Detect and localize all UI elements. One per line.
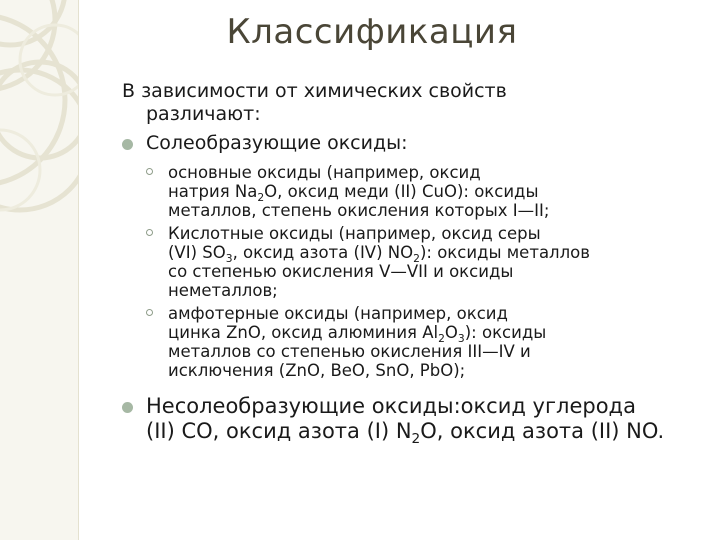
subscript: 2 (411, 430, 421, 447)
sub-list (146, 163, 712, 380)
bullet-icon (122, 139, 133, 150)
decorative-side-panel (0, 0, 79, 540)
intro-line-1: В зависимости от химических свойств (122, 80, 507, 102)
sub-item-basic-oxides (146, 163, 712, 220)
slide-title: Классификация (226, 12, 518, 52)
intro-text (122, 80, 712, 126)
subscript: 3 (225, 251, 233, 265)
list-item-text: (II) CO, оксид азота (I) N (146, 419, 412, 443)
sub-item-amphoteric-oxides (146, 304, 712, 380)
circle-bullet-icon (146, 229, 153, 236)
list-item-label: Солеобразующие оксиды: (146, 132, 408, 154)
sub-item-text: цинка ZnO, оксид алюминия Al (168, 323, 439, 342)
bullet-icon (122, 402, 133, 413)
slide-body (122, 80, 712, 447)
intro-line-2: различают: (146, 103, 261, 125)
sub-item-line: неметаллов; (168, 281, 278, 300)
list-item-line: Несолеобразующие оксиды:оксид углерода (146, 394, 636, 418)
subscript: 3 (457, 331, 465, 345)
sub-item-line: исключения (ZnO, BeO, SnO, PbO); (168, 361, 466, 380)
list-item-salt-forming (122, 132, 712, 155)
circle-bullet-icon (146, 309, 153, 316)
sub-item-line: со степенью окисления V—VII и оксиды (168, 262, 514, 281)
subscript: 2 (413, 251, 420, 265)
sub-item-line: основные оксиды (например, оксид (168, 163, 481, 182)
circle-bullet-icon (146, 168, 153, 175)
sub-item-acidic-oxides (146, 224, 712, 300)
sub-item-line: Кислотные оксиды (например, оксид серы (168, 224, 541, 243)
subscript: 2 (438, 331, 445, 345)
sub-item-text: ): оксиды металлов (419, 243, 590, 262)
sub-item-text: ): оксиды (464, 323, 547, 342)
sub-item-line: металлов со степенью окисления III—IV и (168, 342, 531, 361)
sub-item-text: , оксид азота (IV) NO (232, 243, 414, 262)
list-item-non-salt-forming (122, 394, 712, 447)
sub-item-text: O (444, 323, 458, 342)
subscript: 2 (257, 190, 265, 204)
list-item-text: O, оксид азота (II) NO. (420, 419, 665, 443)
sub-item-line: амфотерные оксиды (например, оксид (168, 304, 508, 323)
sub-item-text: натрия Na (168, 182, 258, 201)
sub-item-text: (VI) SO (168, 243, 226, 262)
sub-item-text: O, оксид меди (II) CuO): оксиды (264, 182, 539, 201)
sub-item-line: металлов, степень окисления которых I—II; (168, 201, 550, 220)
decorative-rings (0, 0, 78, 540)
